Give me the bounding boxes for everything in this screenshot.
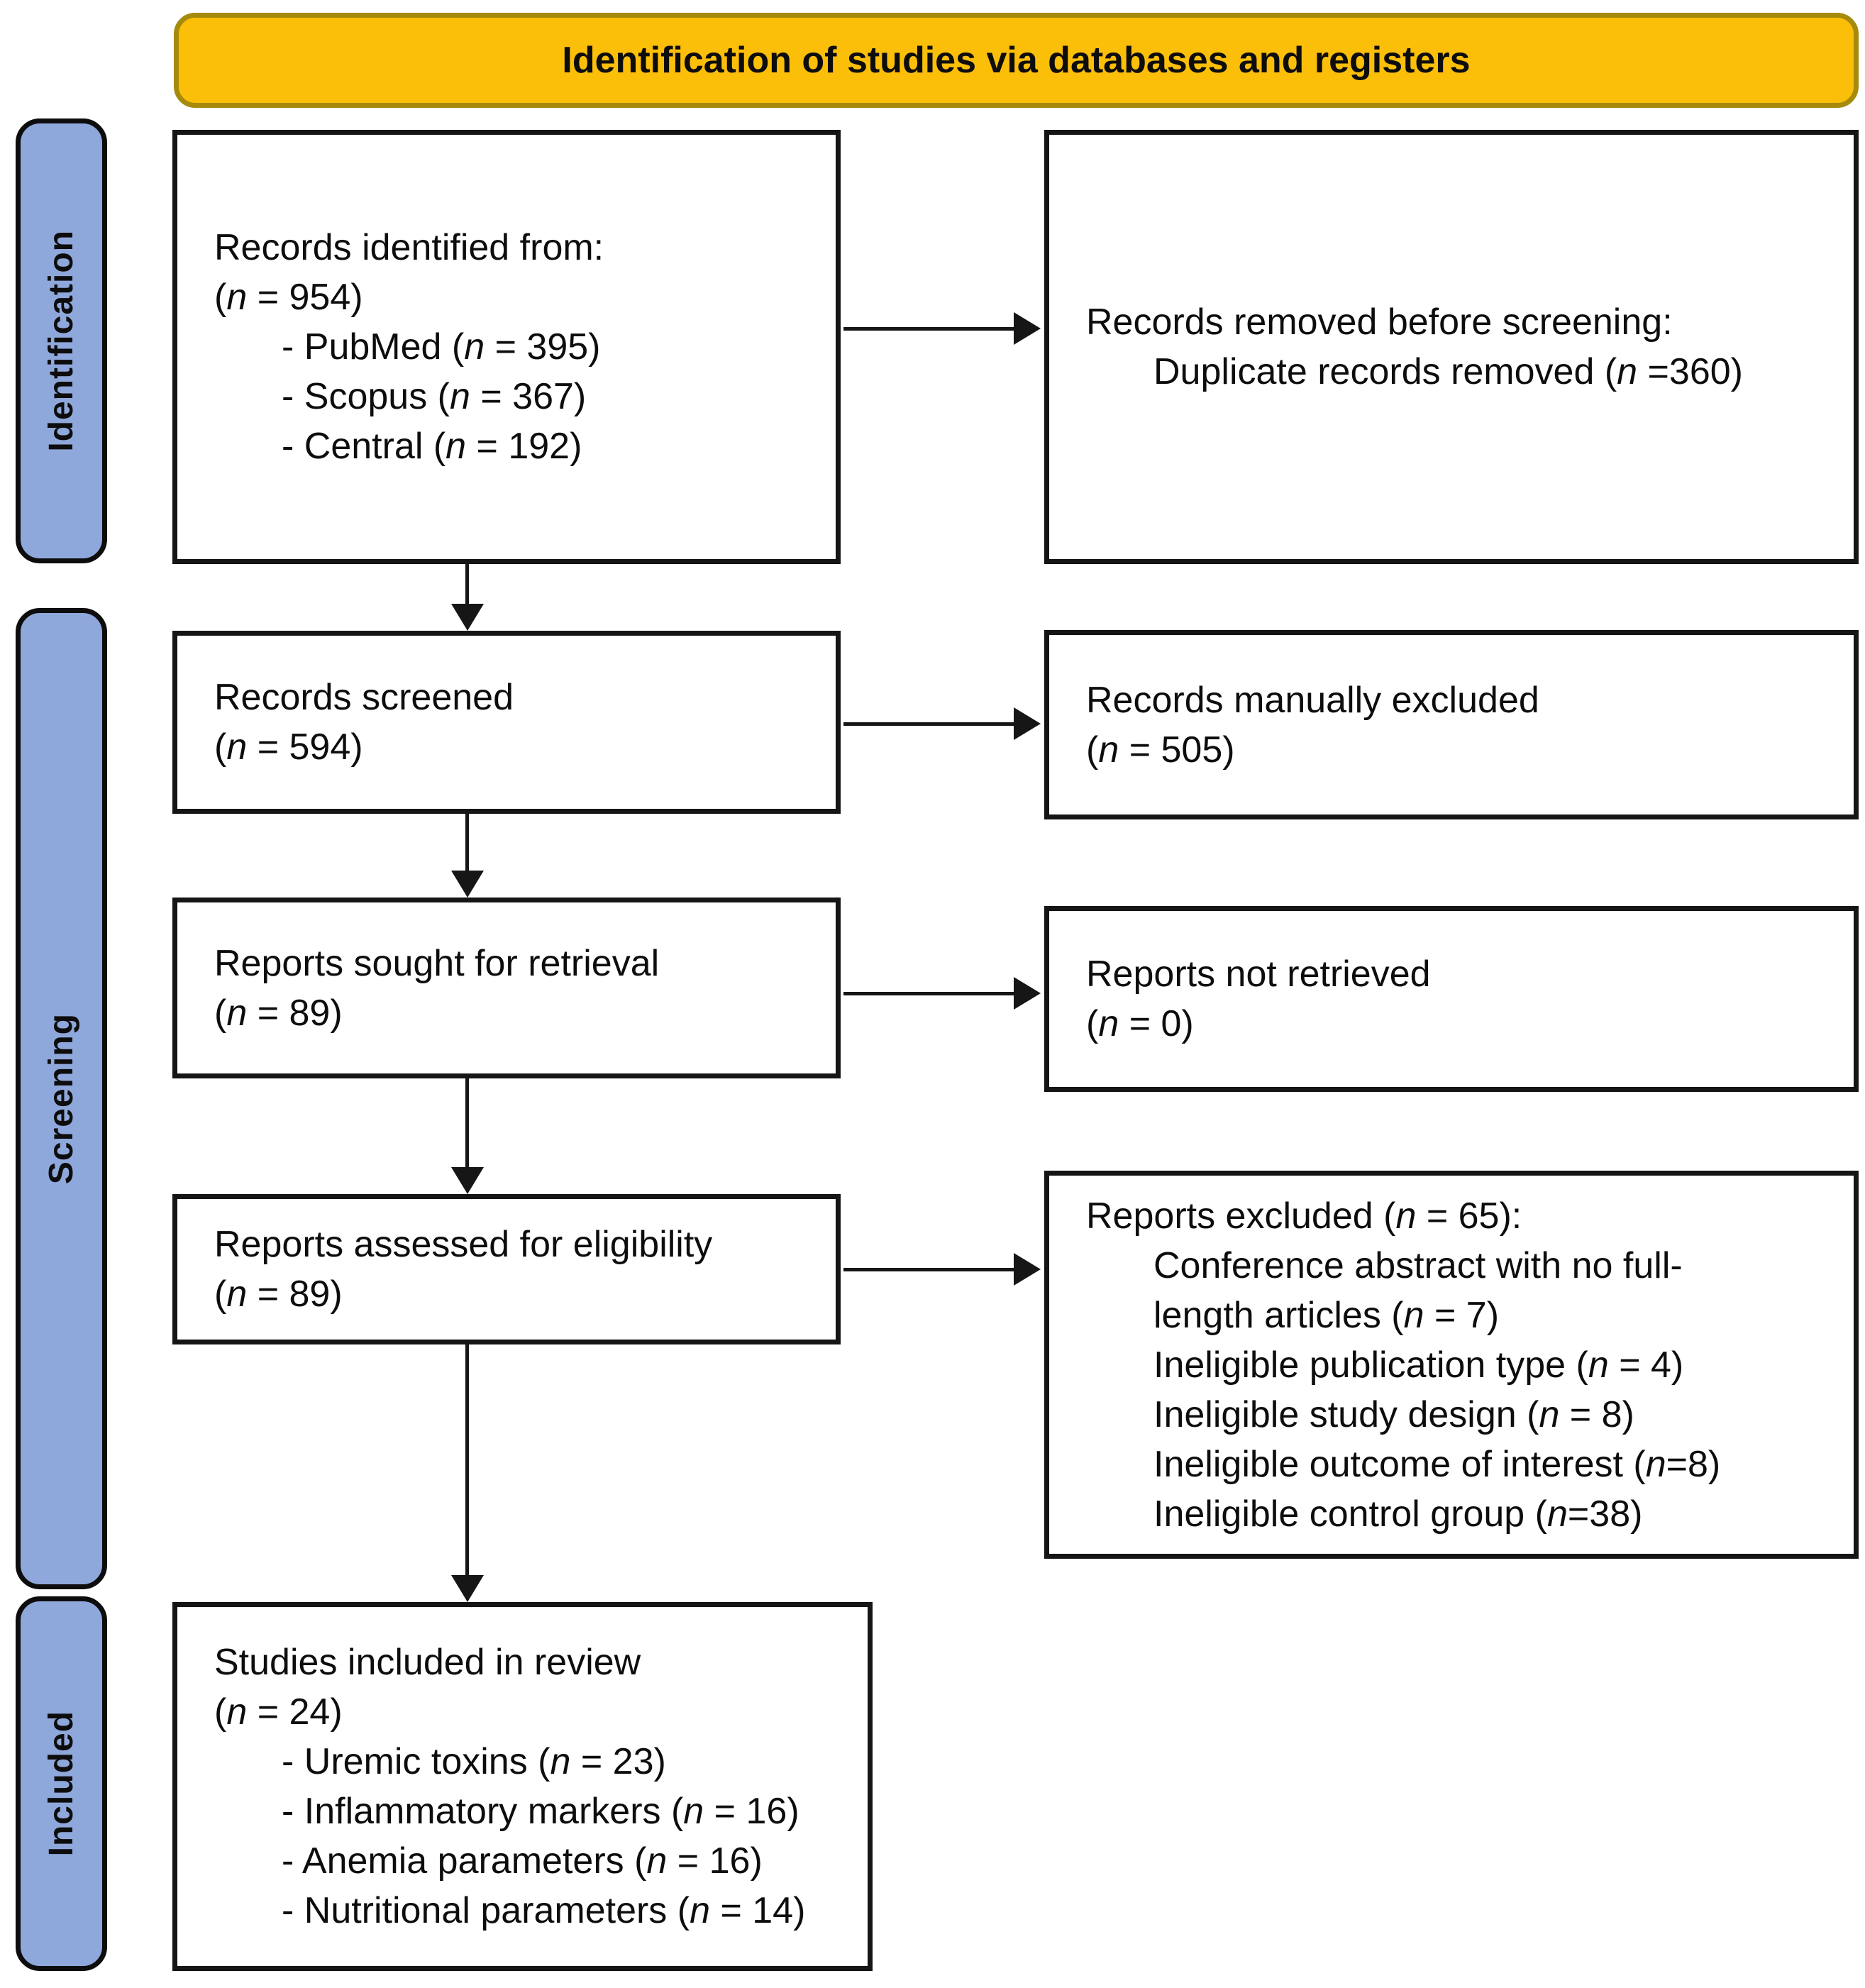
text-line: Reports sought for retrieval xyxy=(214,942,660,984)
text-line: - Uremic toxins (n = 23) xyxy=(282,1741,666,1782)
stage-label-screening xyxy=(16,608,107,1589)
text-line: Ineligible study design (n = 8) xyxy=(1153,1393,1634,1435)
text-line: Reports not retrieved xyxy=(1086,954,1431,995)
text-line: (n = 505) xyxy=(1086,729,1235,771)
stage-label-identification xyxy=(16,118,107,563)
arrow-sought-to-not-retrieved xyxy=(843,992,1015,995)
text-line: Records removed before screening: xyxy=(1086,302,1673,343)
text-line: - Scopus (n = 367) xyxy=(282,376,587,417)
text-line: length articles (n = 7) xyxy=(1153,1294,1500,1336)
stage-label-screening-text: Screening xyxy=(43,1012,80,1185)
text-line: Reports excluded (n = 65): xyxy=(1086,1195,1522,1237)
stage-label-included-text: Included xyxy=(43,1711,80,1857)
text-line: Records manually excluded xyxy=(1086,679,1539,721)
text-line: (n = 594) xyxy=(214,727,363,768)
text-line: (n = 0) xyxy=(1086,1003,1194,1044)
box-reports-sought-for-retrieval xyxy=(172,898,841,1078)
arrow-down-icon xyxy=(451,871,484,898)
text-line: Studies included in review xyxy=(214,1642,641,1683)
text-line: Ineligible control group (n=38) xyxy=(1153,1493,1643,1535)
arrow-down-icon xyxy=(451,1575,484,1602)
box-records-identified xyxy=(172,130,841,564)
text-line: - Nutritional parameters (n = 14) xyxy=(282,1890,806,1931)
arrow-identified-to-removed xyxy=(843,327,1015,331)
arrow-right-icon xyxy=(1014,977,1041,1010)
box-studies-included-in-review xyxy=(172,1602,873,1971)
arrow-screened-to-manually-excluded xyxy=(843,722,1015,726)
text-line: (n = 954) xyxy=(214,277,363,318)
text-line: Ineligible outcome of interest (n=8) xyxy=(1153,1443,1721,1485)
text-line: (n = 89) xyxy=(214,1274,343,1315)
stage-label-identification-text: Identification xyxy=(43,230,80,452)
arrow-right-icon xyxy=(1014,1253,1041,1286)
banner-title: Identification of studies via databases and registers xyxy=(562,40,1471,81)
box-records-screened xyxy=(172,631,841,814)
text-line: Records screened xyxy=(214,677,514,718)
box-reports-not-retrieved xyxy=(1044,906,1859,1092)
text-line: (n = 89) xyxy=(214,992,343,1034)
arrow-down-icon xyxy=(451,1167,484,1194)
arrow-screened-to-sought xyxy=(465,814,469,872)
box-records-manually-excluded xyxy=(1044,630,1859,819)
text-line: - PubMed (n = 395) xyxy=(282,326,601,368)
text-line: Records identified from: xyxy=(214,227,604,268)
arrow-right-icon xyxy=(1014,312,1041,345)
box-reports-excluded xyxy=(1044,1171,1859,1559)
text-line: - Inflammatory markers (n = 16) xyxy=(282,1791,799,1832)
stage-label-included xyxy=(16,1596,107,1971)
arrow-down-icon xyxy=(451,604,484,631)
text-line: - Central (n = 192) xyxy=(282,426,582,467)
arrow-right-icon xyxy=(1014,707,1041,740)
text-line: Duplicate records removed (n =360) xyxy=(1153,351,1743,392)
text-line: - Anemia parameters (n = 16) xyxy=(282,1840,763,1882)
box-reports-assessed-for-eligibility xyxy=(172,1194,841,1344)
arrow-sought-to-assessed xyxy=(465,1078,469,1169)
text-line: Ineligible publication type (n = 4) xyxy=(1153,1344,1684,1386)
arrow-assessed-to-excluded xyxy=(843,1268,1015,1271)
arrow-identified-to-screened xyxy=(465,564,469,605)
text-line: (n = 24) xyxy=(214,1691,343,1733)
banner-identification-of-studies xyxy=(174,13,1859,108)
text-line: Conference abstract with no full- xyxy=(1153,1244,1683,1286)
box-records-removed-before-screening xyxy=(1044,130,1859,564)
arrow-assessed-to-included xyxy=(465,1344,469,1576)
text-line: Reports assessed for eligibility xyxy=(214,1224,713,1265)
